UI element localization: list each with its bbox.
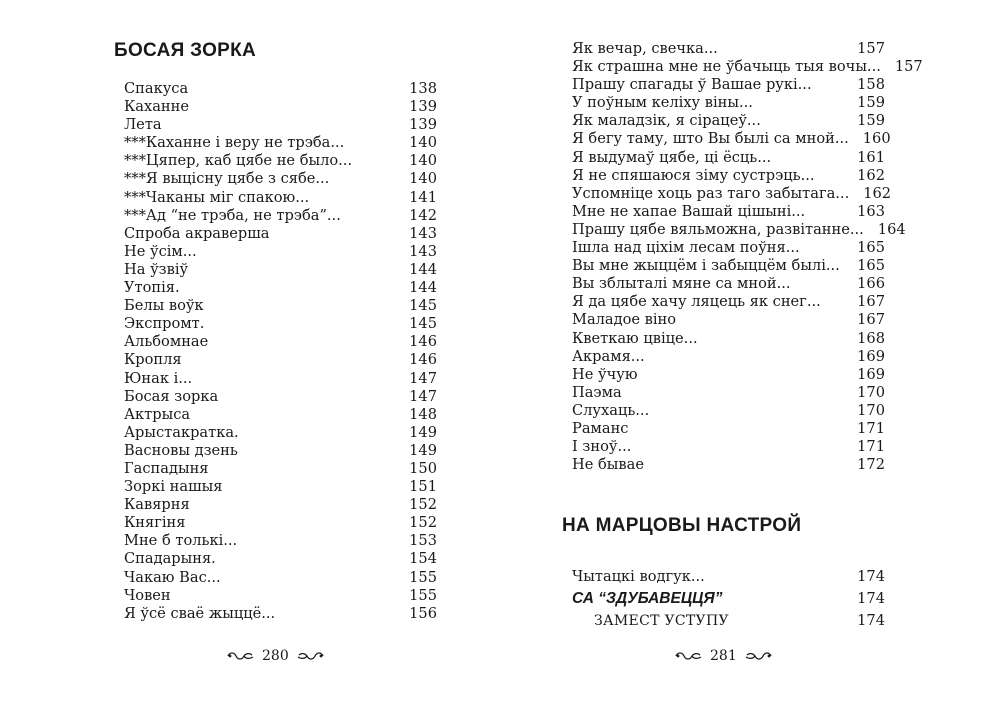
toc-entry: [572, 275, 885, 293]
toc-entry-title: Гаспадыня: [124, 459, 209, 477]
toc-entry: [572, 348, 885, 366]
toc-entry-page: 159: [857, 94, 885, 112]
toc-entry: [124, 333, 437, 351]
toc-entry: [124, 587, 437, 605]
toc-entry-page: 158: [857, 76, 885, 94]
toc-entry-page: 139: [409, 98, 437, 116]
toc-entry-title: Мне б толькі...: [124, 532, 238, 550]
toc-entry-title: ***Чаканы міг спакою...: [124, 188, 310, 206]
toc-entry-title: Ішла над ціхім лесам поўня...: [572, 239, 800, 257]
toc-entry-title: Кропля: [124, 351, 182, 369]
toc-entry: [572, 384, 885, 402]
toc-entry: [124, 569, 437, 587]
toc-entry-title: Прашу спагады ў Вашае рукі...: [572, 76, 812, 94]
toc-entry: [572, 167, 885, 185]
toc-entry-title: У поўным келіху віны...: [572, 94, 753, 112]
toc-entry-page: 140: [409, 152, 437, 170]
toc-entry-title: ***Я выцісну цябе з сябе...: [124, 170, 330, 188]
toc-entry-page: 160: [862, 130, 891, 148]
toc-entry: [124, 424, 437, 442]
toc-entry-page: 164: [877, 220, 906, 238]
toc-entry-page: 165: [857, 239, 885, 257]
toc-entry-page: 174: [857, 590, 885, 608]
toc-entry-title: Акрамя...: [572, 347, 645, 365]
toc-entry-title: І зноў...: [572, 438, 632, 456]
toc-entry-page: 141: [409, 188, 437, 206]
toc-entry: [124, 261, 437, 279]
toc-entry-page: 157: [894, 58, 923, 76]
toc-entry-title: Маладое віно: [572, 311, 677, 329]
toc-entry: [572, 586, 885, 612]
toc-entry: [124, 388, 437, 406]
toc-entry-title: Не ўсім...: [124, 242, 197, 260]
toc-entry: [572, 568, 885, 586]
toc-entry: [572, 239, 885, 257]
toc-entry-page: 145: [409, 315, 437, 333]
toc-entry-title: Лета: [124, 116, 162, 134]
toc-entry-page: 143: [409, 242, 437, 260]
toc-entry-page: 162: [857, 166, 885, 184]
section-title-na-martsovy-nastroy: НА МАРЦОВЫ НАСТРОЙ: [562, 515, 802, 536]
toc-entry: [572, 184, 892, 203]
toc-entry-page: 152: [409, 514, 437, 532]
toc-entry-page: 170: [857, 383, 885, 401]
toc-entry-page: 144: [409, 279, 437, 297]
toc-entry-title: Каханне: [124, 98, 190, 116]
toc-entry: [572, 94, 885, 112]
toc-entry-page: 157: [857, 40, 885, 57]
toc-entry: [124, 243, 437, 261]
toc-entry: [572, 366, 885, 384]
toc-entry-page: 172: [857, 456, 885, 474]
toc-entry: [124, 279, 437, 297]
toc-list-right: [572, 40, 923, 474]
toc-entry: [572, 220, 906, 239]
toc-entry-title: Экспромт.: [124, 315, 205, 333]
toc-entry-page: 152: [409, 496, 437, 514]
toc-entry-page: 161: [857, 148, 885, 166]
toc-entry-page: 146: [409, 351, 437, 369]
toc-entry-page: 142: [409, 206, 437, 224]
toc-entry-title: СА “ЗДУБАВЕЦЦЯ”: [572, 590, 723, 608]
toc-entry-title: Я не спяшаюся зіму сустрэць...: [572, 166, 815, 184]
toc-entry: [124, 478, 437, 496]
toc-entry: [572, 130, 891, 148]
ornament-right-icon: [743, 651, 773, 661]
toc-entry-title: Чытацкі водгук...: [572, 568, 705, 585]
toc-entry: [124, 170, 437, 188]
toc-entry-page: 139: [409, 116, 437, 134]
toc-entry-title: Утопія.: [124, 279, 180, 297]
toc-entry: [572, 58, 923, 76]
ornament-left-icon: [226, 651, 256, 661]
toc-entry-page: 150: [409, 459, 437, 477]
toc-entry: [572, 149, 885, 167]
toc-entry: [572, 257, 885, 275]
toc-entry: [572, 293, 885, 311]
toc-entry-page: 145: [409, 297, 437, 315]
toc-entry-title: Я выдумаў цябе, ці ёсць...: [572, 148, 772, 166]
toc-entry-page: 167: [857, 311, 885, 329]
right-page: [500, 0, 1000, 707]
toc-entry-title: Я ўсё сваё жыццё...: [124, 604, 276, 622]
toc-entry-title: Вы зблыталі мяне са мной...: [572, 275, 791, 293]
toc-entry: [124, 116, 437, 134]
toc-entry-title: Як маладзік, я сірацеў...: [572, 112, 761, 130]
toc-entry-title: Кавярня: [124, 496, 190, 514]
toc-entry-page: 169: [857, 365, 885, 383]
toc-entry: [572, 76, 885, 94]
toc-entry-title: Паэма: [572, 383, 622, 401]
toc-entry-title: Арыстакратка.: [124, 423, 239, 441]
toc-entry: [124, 406, 437, 424]
toc-entry-title: Човен: [124, 586, 171, 604]
toc-entry-page: 155: [409, 568, 437, 586]
toc-entry-page: 146: [409, 333, 437, 351]
ornament-left-icon: [674, 651, 704, 661]
toc-entry-title: Слухаць...: [572, 401, 650, 419]
toc-entry-title: Не ўчую: [572, 365, 638, 383]
toc-entry: [124, 98, 437, 116]
toc-entry: [572, 438, 885, 456]
toc-entry-title: Актрыса: [124, 405, 191, 423]
toc-entry-title: Прашу цябе вяльможна, развітанне...: [572, 220, 864, 238]
toc-entry: [124, 207, 437, 225]
toc-entry-title: На ўзвіў: [124, 260, 189, 278]
toc-entry-page: 169: [857, 347, 885, 365]
toc-entry-title: Не бывае: [572, 456, 644, 474]
toc-entry: [124, 134, 437, 152]
toc-entry: [124, 297, 437, 315]
toc-entry-page: 166: [857, 275, 885, 293]
toc-entry-title: Юнак і...: [124, 369, 193, 387]
toc-entry: [572, 311, 885, 329]
toc-entry: [572, 420, 885, 438]
toc-entry-page: 162: [863, 184, 892, 202]
toc-entry: [572, 330, 885, 348]
toc-entry: [124, 370, 437, 388]
toc-entry: [124, 351, 437, 369]
toc-entry-title: Белы воўк: [124, 297, 204, 315]
toc-entry-page: 170: [857, 401, 885, 419]
toc-entry-title: Я бегу таму, што Вы былі са мной...: [572, 130, 849, 148]
toc-entry-page: 154: [409, 550, 437, 568]
toc-entry-page: 143: [409, 224, 437, 242]
toc-entry: [124, 225, 437, 243]
toc-entry: [124, 514, 437, 532]
page-number: 281: [710, 648, 737, 664]
toc-entry: [572, 203, 885, 221]
toc-entry-title: Босая зорка: [124, 387, 219, 405]
toc-entry-page: 165: [857, 257, 885, 275]
toc-entry-page: 148: [409, 405, 437, 423]
toc-entry-title: Васновы дзень: [124, 441, 238, 459]
toc-entry-page: 149: [409, 423, 437, 441]
toc-entry-title: Чакаю Вас...: [124, 568, 221, 586]
section-title-bosaya-zorka: БОСАЯ ЗОРКА: [114, 40, 257, 61]
toc-entry: [572, 612, 885, 630]
toc-entry-page: 167: [857, 293, 885, 311]
toc-entry-title: Вы мне жыццём і забыццём былі...: [572, 257, 840, 275]
toc-entry-title: Зоркі нашыя: [124, 478, 223, 496]
toc-entry-page: 140: [409, 170, 437, 188]
toc-entry-page: 159: [857, 112, 885, 130]
toc-entry-page: 138: [409, 80, 437, 97]
toc-entry: [124, 532, 437, 550]
toc-entry-page: 155: [409, 586, 437, 604]
toc-entry-page: 174: [857, 568, 885, 585]
toc-entry-title: Спроба акраверша: [124, 224, 270, 242]
toc-entry-title: ***Каханне і веру не трэба...: [124, 134, 345, 152]
toc-entry-page: 149: [409, 441, 437, 459]
toc-entry: [124, 442, 437, 460]
toc-entry-page: 151: [409, 478, 437, 496]
ornament-right-icon: [295, 651, 325, 661]
toc-entry-page: 140: [409, 134, 437, 152]
toc-entry-title: Я да цябе хачу ляцець як снег...: [572, 293, 821, 311]
toc-entry-page: 171: [857, 438, 885, 456]
toc-entry-page: 144: [409, 260, 437, 278]
toc-entry-title: Як вечар, свечка...: [572, 40, 718, 57]
page-number: 280: [262, 648, 289, 664]
toc-entry-title: Кветкаю цвіце...: [572, 329, 698, 347]
toc-entry: [124, 460, 437, 478]
page-footer-left: [226, 648, 325, 664]
toc-entry: [572, 40, 885, 58]
toc-entry-title: Як страшна мне не ўбачыць тыя вочы...: [572, 58, 881, 76]
toc-entry: [572, 456, 885, 474]
toc-entry-title: Успомніце хоць раз таго забытага...: [572, 184, 850, 202]
toc-entry: [124, 315, 437, 333]
toc-list-section: [572, 568, 885, 630]
toc-entry-page: 168: [857, 329, 885, 347]
toc-entry: [124, 496, 437, 514]
toc-entry: [124, 80, 437, 98]
toc-entry: [124, 152, 437, 170]
toc-entry-page: 147: [409, 387, 437, 405]
toc-entry-title: Княгіня: [124, 514, 186, 532]
toc-entry: [572, 402, 885, 420]
toc-entry-page: 156: [409, 604, 437, 622]
toc-entry-title: Спакуса: [124, 80, 189, 97]
toc-entry-page: 163: [857, 202, 885, 220]
toc-entry: [124, 605, 437, 623]
toc-entry-page: 147: [409, 369, 437, 387]
toc-entry-page: 174: [857, 612, 885, 630]
toc-list-left: [124, 80, 437, 623]
toc-entry-title: ЗАМЕСТ УСТУПУ: [594, 613, 729, 630]
page-footer-right: [674, 648, 773, 664]
toc-entry-page: 171: [857, 419, 885, 437]
toc-entry-title: Мне не хапае Вашай цішыні...: [572, 202, 806, 220]
toc-entry: [572, 112, 885, 130]
toc-entry-title: Раманс: [572, 419, 629, 437]
toc-entry-title: Спадарыня.: [124, 550, 216, 568]
toc-entry: [124, 550, 437, 568]
toc-entry: [124, 189, 437, 207]
toc-entry-title: ***Ад “не трэба, не трэба”...: [124, 206, 341, 224]
toc-entry-title: Альбомнае: [124, 333, 209, 351]
toc-entry-title: ***Цяпер, каб цябе не было...: [124, 152, 353, 170]
toc-entry-page: 153: [409, 532, 437, 550]
